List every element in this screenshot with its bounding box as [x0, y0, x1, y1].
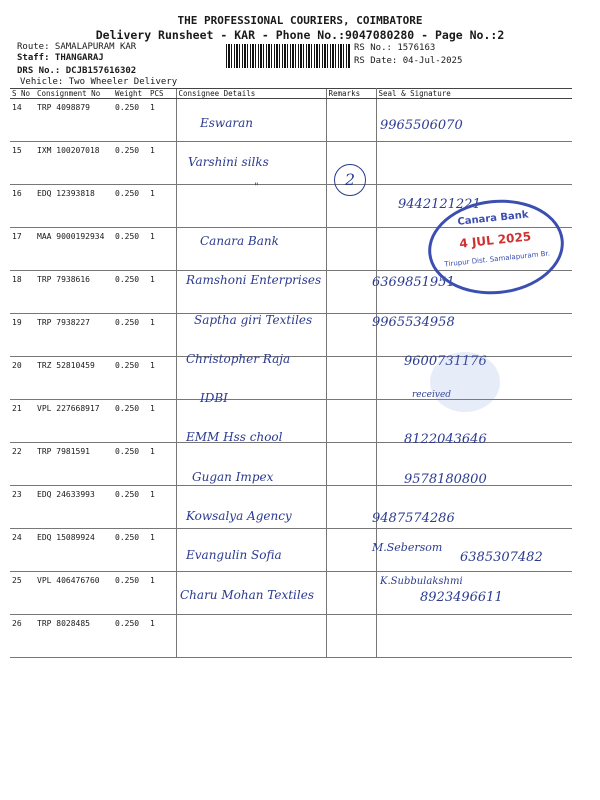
- stamp-place: Tirupur Dist. Samalapuram Br.: [444, 249, 551, 269]
- handwritten-signature: 8923496611: [420, 589, 503, 605]
- cell-weight: 0.250: [113, 357, 148, 400]
- cell-consignment: TRP 8028485: [35, 615, 113, 658]
- handwritten-consignee: Kowsalya Agency: [186, 509, 292, 523]
- runsheet-subtitle: Delivery Runsheet - KAR - Phone No.:9047080280 - Page No.:2: [95, 28, 505, 42]
- cell-weight: 0.250: [113, 486, 148, 529]
- handwritten-consignee: Christopher Raja: [186, 351, 291, 366]
- handwritten-consignee: Varshini silks: [188, 155, 269, 170]
- cell-remarks: [326, 228, 376, 271]
- cell-sno: 21: [10, 400, 35, 443]
- handwritten-signature: 9487574286: [372, 511, 455, 526]
- cell-weight: 0.250: [113, 400, 148, 443]
- rs-date: RS Date: 04-Jul-2025: [354, 56, 463, 66]
- cell-pcs: 1: [148, 486, 176, 529]
- handwritten-consignee: IDBI: [200, 391, 228, 406]
- col-remarks: Remarks: [326, 89, 376, 99]
- barcode: [226, 44, 350, 68]
- handwritten-consignee: Eswaran: [200, 116, 253, 130]
- faded-stamp: [430, 352, 500, 412]
- cell-remarks: [326, 314, 376, 357]
- rs-number: RS No.: 1576163: [354, 43, 436, 53]
- cell-consignment: EDQ 24633993: [35, 486, 113, 529]
- company-title: THE PROFESSIONAL COURIERS, COIMBATORE: [177, 14, 423, 27]
- handwritten-consignee: Evangulin Sofia: [186, 548, 282, 563]
- cell-remarks: [326, 99, 376, 142]
- cell-sno: 14: [10, 99, 35, 142]
- cell-weight: 0.250: [113, 529, 148, 572]
- col-weight: Weight: [113, 89, 148, 99]
- received-note: received: [412, 390, 452, 400]
- col-consignee: Consignee Details: [176, 89, 326, 99]
- cell-consignment: TRP 7981591: [35, 443, 113, 486]
- handwritten-signature: 8122043646: [404, 432, 487, 448]
- cell-pcs: 1: [148, 271, 176, 314]
- cell-remarks: [326, 486, 376, 529]
- cell-consignment: TRZ 52810459: [35, 357, 113, 400]
- cell-pcs: 1: [148, 400, 176, 443]
- cell-consignment: VPL 406476760: [35, 572, 113, 615]
- handwritten-consignee: Gugan Impex: [192, 469, 274, 484]
- cell-pcs: 1: [148, 228, 176, 271]
- drs-info: DRS No.: DCJB157616302: [17, 66, 137, 76]
- handwritten-signature: 9442121221: [398, 196, 481, 212]
- cell-sno: 18: [10, 271, 35, 314]
- vehicle-info: Vehicle: Two Wheeler Delivery: [20, 77, 178, 87]
- cell-pcs: 1: [148, 314, 176, 357]
- staff-info: Staff: THANGARAJ: [17, 53, 104, 63]
- cell-pcs: 1: [148, 185, 176, 228]
- cell-remarks: [326, 443, 376, 486]
- cell-signature: [376, 615, 572, 658]
- cell-consignment: TRP 4098879: [35, 99, 113, 142]
- table-row: [10, 400, 572, 443]
- handwritten-signature: 6385307482: [460, 550, 543, 566]
- cell-consignment: MAA 9000192934: [35, 228, 113, 271]
- handwritten-signature: 9600731176: [404, 353, 487, 369]
- cell-pcs: 1: [148, 99, 176, 142]
- cell-pcs: 1: [148, 142, 176, 185]
- cell-consignment: VPL 227668917: [35, 400, 113, 443]
- cell-weight: 0.250: [113, 615, 148, 658]
- cell-weight: 0.250: [113, 572, 148, 615]
- cell-consignment: EDQ 15089924: [35, 529, 113, 572]
- cell-consignee: [176, 615, 326, 658]
- handwritten-consignee: Ramshoni Enterprises: [186, 273, 322, 288]
- cell-remarks: [326, 271, 376, 314]
- cell-consignee: [176, 185, 326, 228]
- cell-weight: 0.250: [113, 142, 148, 185]
- cell-weight: 0.250: [113, 228, 148, 271]
- cell-sno: 19: [10, 314, 35, 357]
- col-sno: S No: [10, 89, 35, 99]
- cell-signature: [376, 142, 572, 185]
- handwritten-consignee: Canara Bank: [200, 233, 279, 248]
- cell-sno: 15: [10, 142, 35, 185]
- table-row: [10, 443, 572, 486]
- table-row: [10, 615, 572, 658]
- cell-consignment: TRP 7938616: [35, 271, 113, 314]
- handwritten-consignee: Saptha giri Textiles: [194, 312, 313, 327]
- cell-remarks: [326, 357, 376, 400]
- handwritten-signature: 6369851951: [372, 275, 455, 291]
- handwritten-signature: 9965506070: [380, 118, 463, 133]
- stamp-date: 4 JUL 2025: [458, 229, 532, 251]
- cell-remarks: [326, 615, 376, 658]
- cell-consignment: IXM 100207018: [35, 142, 113, 185]
- cell-pcs: 1: [148, 529, 176, 572]
- cell-sno: 24: [10, 529, 35, 572]
- cell-sno: 17: [10, 228, 35, 271]
- rs-info: [354, 42, 462, 68]
- handwritten-signature: 9965534958: [372, 314, 455, 330]
- table-row: [10, 142, 572, 185]
- cell-consignment: EDQ 12393818: [35, 185, 113, 228]
- cell-weight: 0.250: [113, 99, 148, 142]
- table-header: [10, 89, 572, 99]
- route-info: Route: SAMALAPURAM KAR: [17, 42, 137, 52]
- circled-number: 2: [334, 164, 366, 196]
- table-row: [10, 99, 572, 142]
- cell-weight: 0.250: [113, 314, 148, 357]
- cell-pcs: 1: [148, 572, 176, 615]
- signature-name-row26: K.Subbulakshmi: [380, 576, 463, 587]
- cell-pcs: 1: [148, 357, 176, 400]
- ditto-mark: ": [254, 182, 259, 193]
- cell-sno: 22: [10, 443, 35, 486]
- cell-pcs: 1: [148, 615, 176, 658]
- handwritten-consignee: Charu Mohan Textiles: [180, 587, 314, 602]
- cell-remarks: [326, 529, 376, 572]
- col-consignment: Consignment No: [35, 89, 113, 99]
- cell-sno: 26: [10, 615, 35, 658]
- cell-sno: 16: [10, 185, 35, 228]
- cell-weight: 0.250: [113, 443, 148, 486]
- cell-sno: 20: [10, 357, 35, 400]
- cell-weight: 0.250: [113, 185, 148, 228]
- signature-name-row25: M.Sebersom: [372, 541, 443, 554]
- col-pcs: PCS: [148, 89, 176, 99]
- cell-sno: 25: [10, 572, 35, 615]
- handwritten-signature: 9578180800: [404, 471, 487, 487]
- stamp-bank: Canara Bank: [457, 209, 530, 228]
- handwritten-consignee: EMM Hss chool: [186, 430, 283, 445]
- col-signature: Seal & Signature: [376, 89, 572, 99]
- cell-remarks: [326, 572, 376, 615]
- cell-pcs: 1: [148, 443, 176, 486]
- cell-sno: 23: [10, 486, 35, 529]
- cell-weight: 0.250: [113, 271, 148, 314]
- cell-remarks: [326, 400, 376, 443]
- cell-consignment: TRP 7938227: [35, 314, 113, 357]
